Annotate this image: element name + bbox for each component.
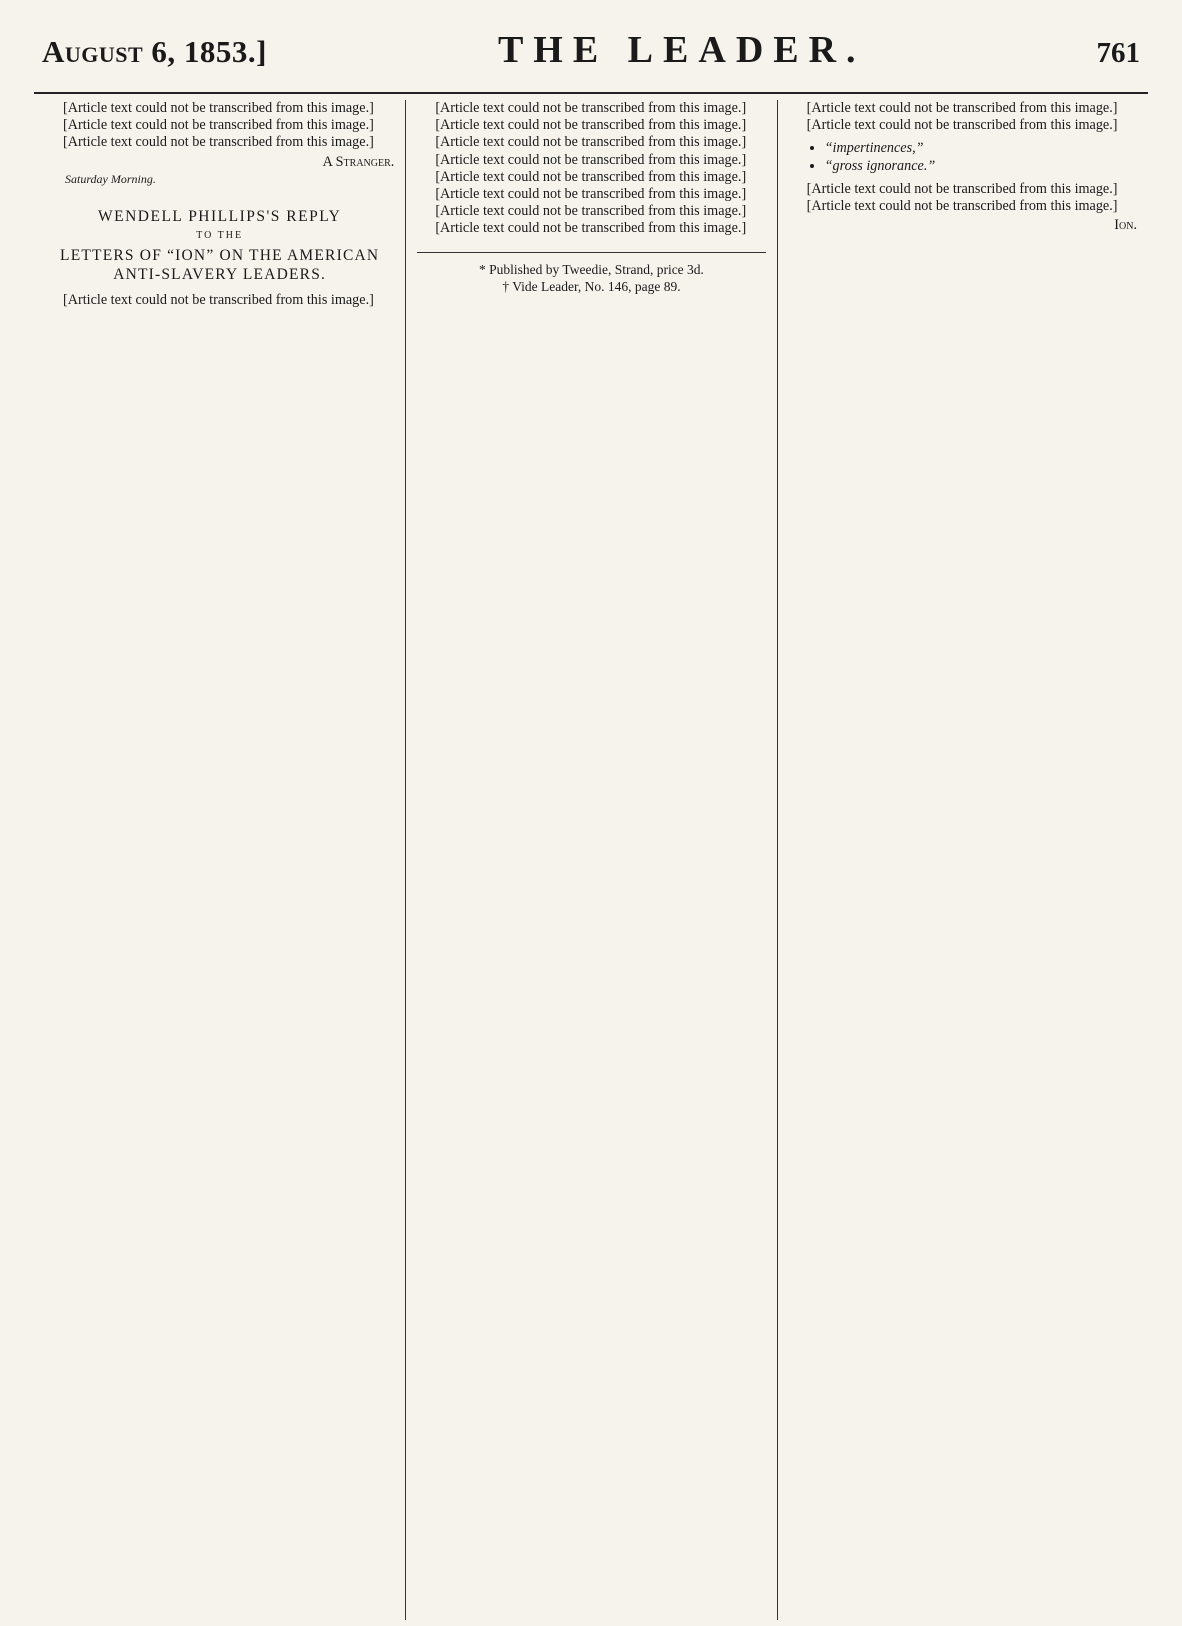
signature-date: Saturday Morning. — [65, 171, 156, 186]
paragraph: [Article text could not be transcribed from this image.] — [806, 117, 1118, 134]
paragraph: [Article text could not be transcribed from this image.] — [63, 117, 374, 134]
article-title-line-3: ANTI-SLAVERY LEADERS. — [113, 266, 327, 284]
paragraph: [Article text could not be transcribed from this image.] — [806, 180, 1118, 197]
article-title-line-2: LETTERS OF “ION” ON THE AMERICAN — [60, 247, 380, 265]
article-title: WENDELL PHILLIPS'S REPLY — [98, 208, 342, 226]
paragraph: [Article text could not be transcribed from this image.] — [63, 292, 374, 309]
footnotes — [417, 252, 765, 295]
author-signature: Ion. — [1114, 217, 1137, 234]
paragraph: [Article text could not be transcribed from this image.] — [63, 134, 374, 151]
page-number: 761 — [1096, 37, 1140, 69]
column-1 — [34, 100, 405, 1620]
masthead — [34, 28, 1148, 92]
article-heading — [45, 208, 394, 284]
paragraph: [Article text could not be transcribed from this image.] — [435, 134, 747, 151]
column-3 — [777, 100, 1148, 1620]
header-rule — [34, 92, 1148, 94]
paragraph: [Article text could not be transcribed from this image.] — [63, 100, 374, 116]
footnote: * Published by Tweedie, Strand, price 3d. — [479, 261, 704, 277]
paragraph: [Article text could not be transcribed from this image.] — [435, 186, 747, 203]
author-signature: A Stranger. — [322, 153, 395, 170]
text-columns — [34, 100, 1148, 1620]
quoted-phrases — [789, 140, 1137, 174]
paragraph: [Article text could not be transcribed from this image.] — [435, 100, 747, 116]
column-2 — [405, 100, 776, 1620]
article-subtitle: TO THE — [196, 230, 244, 242]
newspaper-title: THE LEADER. — [497, 29, 866, 71]
paragraph: [Article text could not be transcribed from this image.] — [806, 198, 1118, 215]
footnote: † Vide Leader, No. 146, page 89. — [502, 278, 681, 294]
paragraph: [Article text could not be transcribed from this image.] — [435, 168, 747, 185]
paragraph: [Article text could not be transcribed from this image.] — [435, 220, 747, 237]
signature-block — [789, 217, 1137, 234]
paragraph: [Article text could not be transcribed from this image.] — [435, 151, 747, 168]
quoted-phrase: • “gross ignorance.” — [825, 158, 1137, 175]
paragraph: [Article text could not be transcribed from this image.] — [806, 100, 1118, 116]
issue-date: August 6, 1853.] — [42, 34, 268, 69]
paragraph: [Article text could not be transcribed from this image.] — [435, 203, 747, 220]
quoted-phrase: • “impertinences,” — [825, 140, 1137, 157]
paragraph: [Article text could not be transcribed from this image.] — [435, 117, 747, 134]
signature-block — [45, 154, 394, 171]
